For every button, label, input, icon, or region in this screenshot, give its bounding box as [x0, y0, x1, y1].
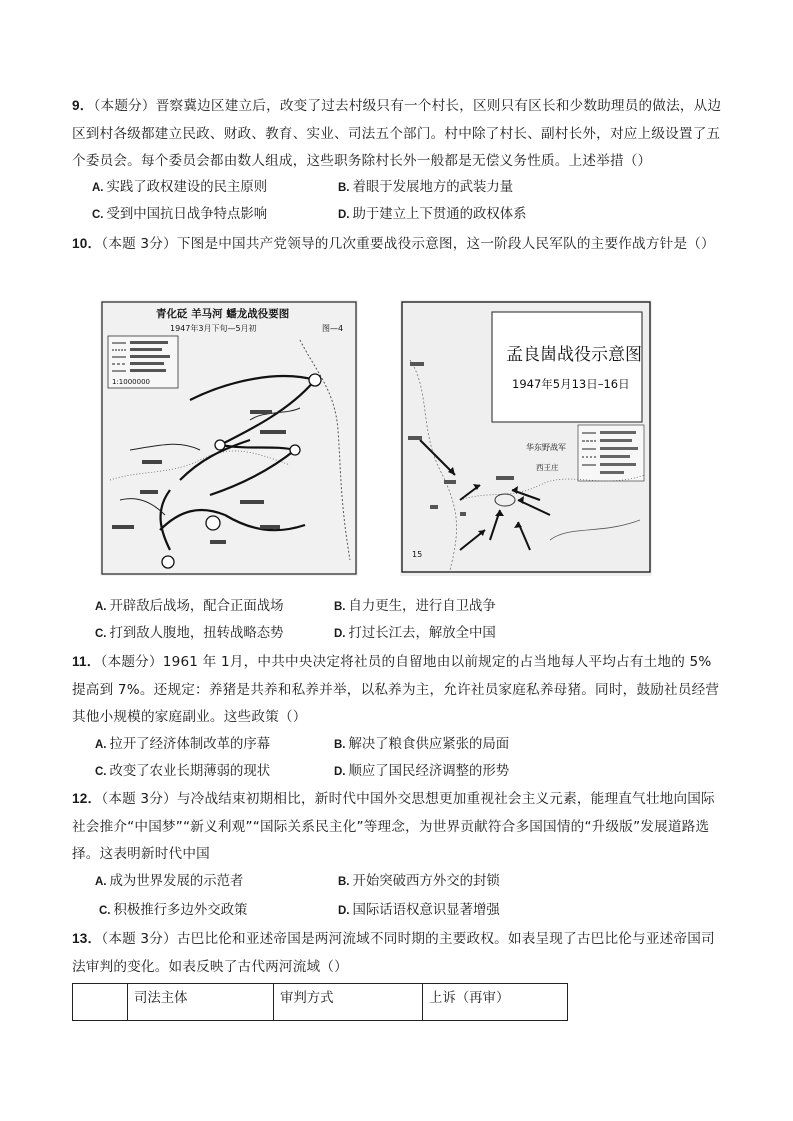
option-text: 助于建立上下贯通的政权体系 [352, 207, 527, 222]
option-letter: C. [95, 628, 107, 640]
option-letter: A. [95, 876, 107, 888]
map-right-army-label: 华东野战军 [526, 443, 566, 452]
map-qinghuabian-campaign [100, 300, 358, 576]
option-letter: A. [95, 739, 107, 751]
judicial-comparison-table [72, 983, 568, 1021]
option-letter: B. [338, 182, 350, 194]
q9-option-c [92, 206, 267, 224]
option-text: 受到中国抗日战争特点影响 [106, 207, 268, 222]
question-11-stem [72, 648, 722, 732]
option-letter: C. [95, 766, 107, 778]
option-text: 国际话语权意识显著增强 [352, 903, 500, 918]
map-right-date: 1947年5月13日–16日 [512, 377, 630, 391]
option-text: 改变了农业长期薄弱的现状 [109, 764, 271, 779]
q9-option-b [338, 179, 513, 197]
map-menglianggu-drawing [400, 300, 652, 576]
option-text: 成为世界发展的示范者 [109, 874, 244, 889]
q11-option-d [334, 763, 509, 781]
question-9-stem [72, 92, 722, 176]
q12-option-b [338, 873, 500, 891]
option-letter: D. [338, 905, 350, 917]
option-letter: B. [334, 601, 346, 613]
question-text: （本题分）1961 年 1月，中共中央决定将社员的自留地由以前规定的占当地每人平均占有土地的 5%提高到 7%。还规定：养猪是共养和私养并举，以私养为主，允许社员家庭私养母猪。同时，鼓励社员经营其他小规模的家庭副业。这些政策（） [72, 654, 720, 725]
option-text: 打到敌人腹地，扭转战略态势 [109, 626, 284, 641]
question-number: 9． [72, 98, 94, 113]
question-10-stem [72, 230, 722, 259]
map-right-num-label: 15 [412, 550, 423, 559]
map-left-fig-label: 图—4 [322, 324, 344, 333]
question-number: 12． [72, 791, 102, 806]
question-text: （本题 3分）与冷战结束初期相比，新时代中国外交思想更加重视社会主义元素，能理直气壮地向国际社会推介“中国梦”“新义利观”“国际关系民主化”等理念，为世界贡献符合多国国情的“升级版”发展道路选择。这表明新时代中国 [72, 791, 715, 862]
option-letter: A. [95, 601, 107, 613]
question-text: （本题 3分）古巴比伦和亚述帝国是两河流域不同时期的主要政权。如表呈现了古巴比伦与亚述帝国司法审判的变化。如表反映了古代两河流域（） [72, 931, 715, 975]
q12-option-c [99, 902, 247, 920]
map-qinghuabian-drawing [100, 300, 358, 576]
question-number: 13． [72, 931, 102, 946]
q10-option-a [95, 598, 284, 616]
table-header-cell: 司法主体 [128, 984, 274, 1021]
question-text: （本题 3分）下图是中国共产党领导的几次重要战役示意图，这一阶段人民军队的主要作战方针是（） [101, 236, 715, 252]
option-letter: B. [334, 739, 346, 751]
option-letter: B. [338, 876, 350, 888]
q10-option-b [334, 598, 496, 616]
option-text: 自力更生，进行自卫战争 [348, 599, 496, 614]
map-left-scale: 1:1000000 [112, 378, 150, 386]
option-letter: D. [334, 766, 346, 778]
question-text: （本题分）晋察冀边区建立后，改变了过去村级只有一个村长，区则只有区长和少数助理员的做法，从边区到村各级都建立民政、财政、教育、实业、司法五个部门。村中除了村长、副村长外，对应上级设置了五个委员会。每个委员会都由数人组成，这些职务除村长外一般都是无偿义务性质。上述举措（） [72, 98, 722, 169]
map-left-subtitle: 1947年3月下旬—5月初 [170, 324, 257, 333]
option-letter: A. [92, 182, 104, 194]
option-letter: D. [338, 209, 350, 221]
option-letter: C. [99, 905, 111, 917]
option-text: 实践了政权建设的民主原则 [106, 180, 268, 195]
option-letter: D. [334, 628, 346, 640]
question-13-stem [72, 925, 722, 981]
question-number: 11． [72, 654, 101, 669]
q12-option-a [95, 873, 243, 891]
question-number: 10． [72, 236, 102, 251]
map-right-place-label: 西王庄 [536, 463, 559, 472]
map-right-title-box [492, 312, 642, 422]
q9-option-d [338, 206, 527, 224]
q11-option-c [95, 763, 270, 781]
option-text: 打过长江去，解放全中国 [348, 626, 496, 641]
q9-option-a [92, 179, 267, 197]
q10-option-d [334, 625, 496, 643]
option-letter: C. [92, 209, 104, 221]
option-text: 开始突破西方外交的封锁 [352, 874, 500, 889]
option-text: 解决了粮食供应紧张的局面 [348, 737, 510, 752]
table-header-cell: 上诉（再审） [423, 984, 568, 1021]
option-text: 拉开了经济体制改革的序幕 [109, 737, 271, 752]
table-header-cell [73, 984, 128, 1021]
option-text: 开辟敌后战场，配合正面战场 [109, 599, 284, 614]
question-12-stem [72, 785, 722, 869]
option-text: 顺应了国民经济调整的形势 [348, 764, 510, 779]
q11-option-a [95, 736, 270, 754]
q12-option-d [338, 902, 500, 920]
map-left-title: 青化砭 羊马河 蟠龙战役要图 [156, 308, 290, 320]
table-header-cell: 审判方式 [274, 984, 423, 1021]
q11-option-b [334, 736, 509, 754]
option-text: 着眼于发展地方的武装力量 [352, 180, 514, 195]
map-right-title: 孟良崮战役示意图 [506, 345, 642, 365]
map-menglianggu-campaign [400, 300, 652, 576]
option-text: 积极推行多边外交政策 [113, 903, 248, 918]
q10-option-c [95, 625, 284, 643]
table-header-row [73, 984, 568, 1021]
